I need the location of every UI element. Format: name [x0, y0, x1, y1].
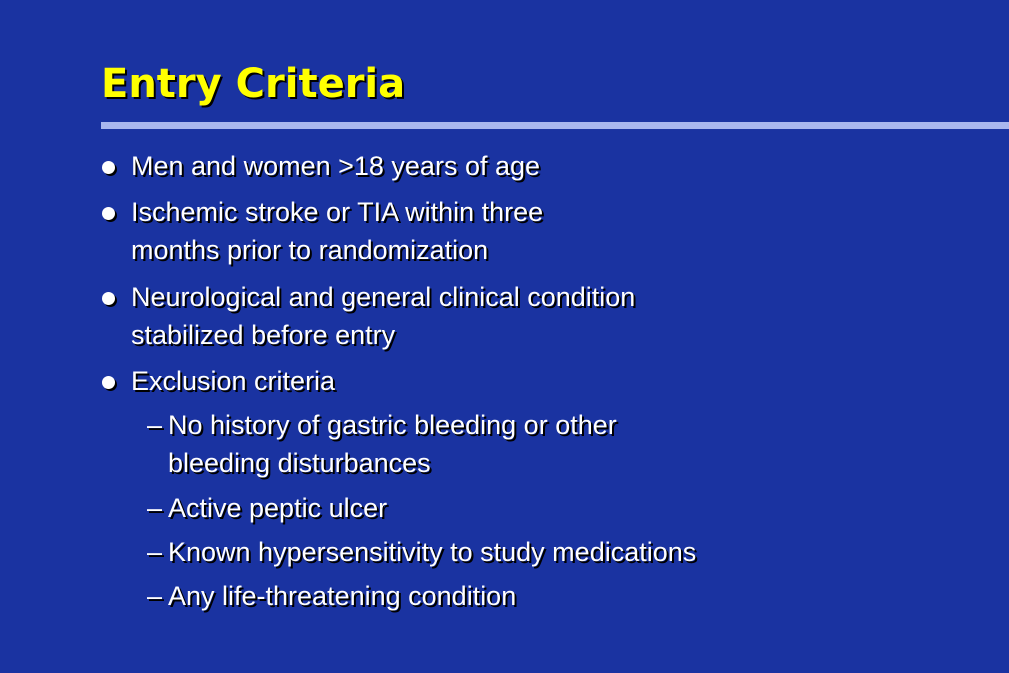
- bullet-text-continued: stabilized before entry: [131, 320, 396, 350]
- sub-bullet-hypersensitivity: [147, 533, 988, 571]
- bullet-icon: [102, 161, 115, 174]
- dash-icon: –: [147, 493, 163, 523]
- dash-icon: –: [147, 410, 163, 440]
- sub-bullet-text: Known hypersensitivity to study medications: [168, 537, 697, 567]
- title-divider: [101, 122, 1009, 129]
- sub-bullet-text: Active peptic ulcer: [168, 493, 388, 523]
- sub-bullet-bleeding: [147, 406, 988, 482]
- bullet-item-age: [131, 147, 981, 185]
- bullet-item-exclusion: [131, 362, 981, 400]
- sub-bullet-text: No history of gastric bleeding or other: [168, 410, 617, 440]
- bullet-icon: [102, 207, 115, 220]
- bullet-item-condition: [131, 278, 981, 354]
- bullet-icon: [102, 376, 115, 389]
- bullet-text-continued: months prior to randomization: [131, 235, 489, 265]
- bullet-text: Men and women >18 years of age: [131, 151, 541, 181]
- bullet-item-stroke: [131, 193, 981, 269]
- bullet-text: Ischemic stroke or TIA within three: [131, 197, 544, 227]
- sub-bullet-text: Any life-threatening condition: [168, 581, 517, 611]
- bullet-icon: [102, 292, 115, 305]
- bullet-text: Exclusion criteria: [131, 366, 336, 396]
- slide-title: Entry Criteria: [101, 61, 406, 107]
- sub-bullet-life-threatening: [147, 577, 988, 615]
- dash-icon: –: [147, 581, 163, 611]
- dash-icon: –: [147, 537, 163, 567]
- bullet-text: Neurological and general clinical condition: [131, 282, 636, 312]
- sub-bullet-ulcer: [147, 489, 988, 527]
- sub-bullet-text-continued: bleeding disturbances: [168, 448, 431, 478]
